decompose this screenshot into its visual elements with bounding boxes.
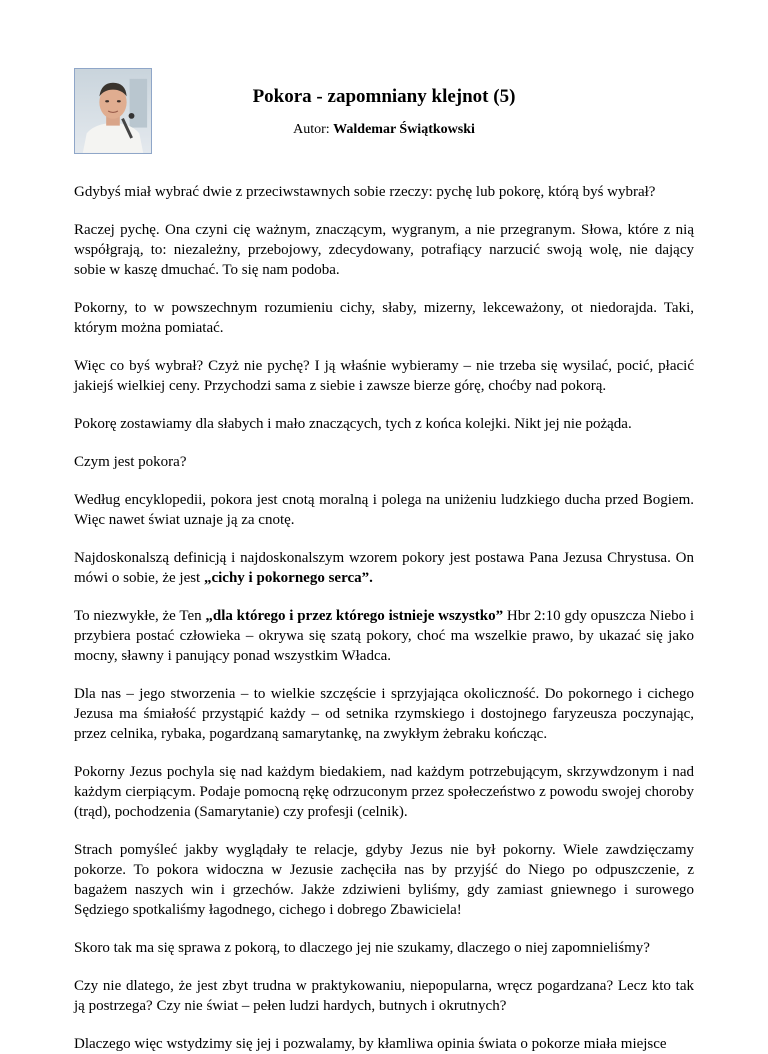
paragraph: Czy nie dlatego, że jest zbyt trudna w praktykowaniu, niepopularna, wręcz pogardzana? Lecz kto tak ją postrzega? Czy nie świat – pełen ludzi hardych, butnych i okrutnych? (74, 978, 694, 1014)
paragraph (74, 548, 694, 588)
paragraph: Czym jest pokora? (74, 454, 187, 470)
paragraph-quote-bold: „dla którego i przez którego istnieje wszystko” (205, 608, 504, 624)
paragraph: Skoro tak ma się sprawa z pokorą, to dlaczego jej nie szukamy, dlaczego o niej zapomnieliśmy? (74, 940, 650, 956)
author-name: Waldemar Świątkowski (333, 122, 475, 137)
paragraph: Pokorny Jezus pochyla się nad każdym biedakiem, nad każdym potrzebującym, skrzywdzonym i nad każdym cierpiącym. Podaje pomocną rękę odrzuconym przez społeczeństwo z powodu swojej choroby (trąd), pochodzenia (Samarytanie) czy profesji (celnik). (74, 764, 694, 820)
document-body (74, 182, 694, 1054)
document-title: Pokora - zapomniany klejnot (5) (252, 86, 516, 107)
paragraph (74, 606, 694, 666)
author-portrait-image (75, 69, 151, 153)
paragraph-quote-bold: „cichy i pokornego serca”. (203, 570, 373, 586)
author-label: Autor: (293, 122, 330, 137)
paragraph: Gdybyś miał wybrać dwie z przeciwstawnych sobie rzeczy: pychę lub pokorę, którą byś wybrał? (74, 184, 656, 200)
author-line (74, 122, 694, 138)
paragraph-text: To niezwykłe, że Ten (74, 608, 206, 624)
paragraph: Dla nas – jego stworzenia – to wielkie szczęście i sprzyjająca okoliczność. Do pokornego i cichego Jezusa ma śmiałość przystąpić każdy – od setnika rzymskiego i dostojnego faryzeusza poczynając, przez celnika, rybaka, pogardzaną samarytankę, na zwykłym żebraku kończąc. (74, 686, 694, 742)
paragraph: Według encyklopedii, pokora jest cnotą moralną i polega na uniżeniu ludzkiego ducha przed Bogiem. Więc nawet świat uznaje ją za cnotę. (74, 492, 694, 528)
paragraph-text: Hbr 2:10 gdy opuszcza Niebo i przybiera postać człowieka – okrywa się szatą pokory, choć ma wszelkie prawo, by ukazać się jako mocny, sławny i panujący ponad wszystkim Władca. (74, 608, 694, 664)
paragraph: Strach pomyśleć jakby wyglądały te relacje, gdyby Jezus nie był pokorny. Wiele zawdzięczamy pokorze. To pokora widoczna w Jezusie zachęciła nas by przyjść do Niego po odpuszczenie, z bagażem naszych win i grzechów. Jakże zdziwieni byliśmy, gdy zamiast gniewnego i surowego Sędziego spotkaliśmy łagodnego, cichego i dobrego Zbawiciela! (74, 842, 694, 918)
paragraph: Raczej pychę. Ona czyni cię ważnym, znaczącym, wygranym, a nie przegranym. Słowa, które z nią współgrają, to: niezależny, przebojowy, zdecydowany, potrafiący narzucić swoją wolę, nie dający sobie w kaszę dmuchać. To się nam podoba. (74, 222, 694, 278)
paragraph: Dlaczego więc wstydzimy się jej i pozwalamy, by kłamliwa opinia świata o pokorze miała miejsce (74, 1036, 667, 1052)
document-page (74, 0, 694, 1052)
document-header (74, 0, 694, 180)
paragraph: Pokorny, to w powszechnym rozumieniu cichy, słaby, mizerny, lekceważony, ot niedorajda. Taki, którym można pomiatać. (74, 300, 694, 336)
paragraph: Więc co byś wybrał? Czyż nie pychę? I ją właśnie wybieramy – nie trzeba się wysilać, pocić, płacić jakiejś wielkiej ceny. Przychodzi sama z siebie i zawsze bierze górę, choćby nad pokorą. (74, 358, 694, 394)
paragraph: Pokorę zostawiamy dla słabych i mało znaczących, tych z końca kolejki. Nikt jej nie pożąda. (74, 416, 632, 432)
author-photo (74, 68, 152, 154)
paragraph-text: Najdoskonalszą definicją i najdoskonalszym wzorem pokory jest postawa Pana Jezusa Chrystusa. On mówi o sobie, że jest (74, 550, 694, 586)
